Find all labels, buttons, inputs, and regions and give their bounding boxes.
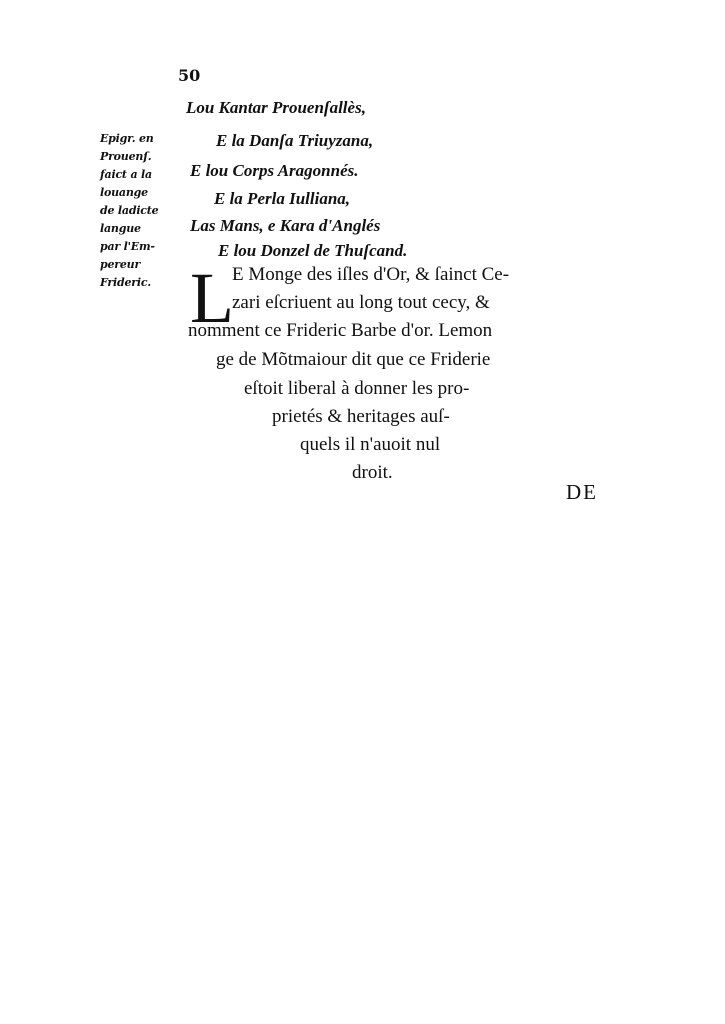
margin-note [100,130,190,292]
margin-note-line: langue [100,222,141,235]
prose-line: eſtoit liberal à donner les pro- [244,378,470,399]
margin-note-line: louange [100,186,148,199]
verse-line: E la Perla Iulliana, [214,189,351,208]
margin-note-line: Prouenſ. [100,150,152,163]
verse-line: Las Mans, e Kara d'Anglés [190,216,381,235]
prose-line: E Monge des iſles d'Or, & ſainct Ce- [232,264,510,285]
verse-line: Lou Kantar Prouenſallès, [186,98,366,117]
verse-line: E lou Donzel de Thuſcand. [218,241,408,260]
margin-note-line: Epigr. en [100,132,154,145]
margin-note-line: de ladicte [100,204,159,217]
prose-line: ge de Mõtmaiour dit que ce Friderie [216,349,491,370]
margin-note-line: pereur [100,258,141,271]
margin-note-line: Frideric. [100,276,151,289]
catchword: DE [566,480,598,504]
prose-line: zari eſcriuent au long tout cecy, & [232,292,490,313]
prose-line: droit. [352,462,393,483]
verse-line: E lou Corps Aragonnés. [190,161,359,180]
verse-line: E la Danſa Triuyzana, [216,131,374,150]
margin-note-line: faict a la [100,168,152,181]
drop-cap: L [190,258,234,338]
prose-line: prietés & heritages auſ- [272,406,450,427]
page-number: 50 [178,66,201,85]
prose-line: nomment ce Frideric Barbe d'or. Lemon [188,320,493,341]
margin-note-line: par l'Em- [100,240,155,253]
prose-line: quels il n'auoit nul [300,434,441,455]
